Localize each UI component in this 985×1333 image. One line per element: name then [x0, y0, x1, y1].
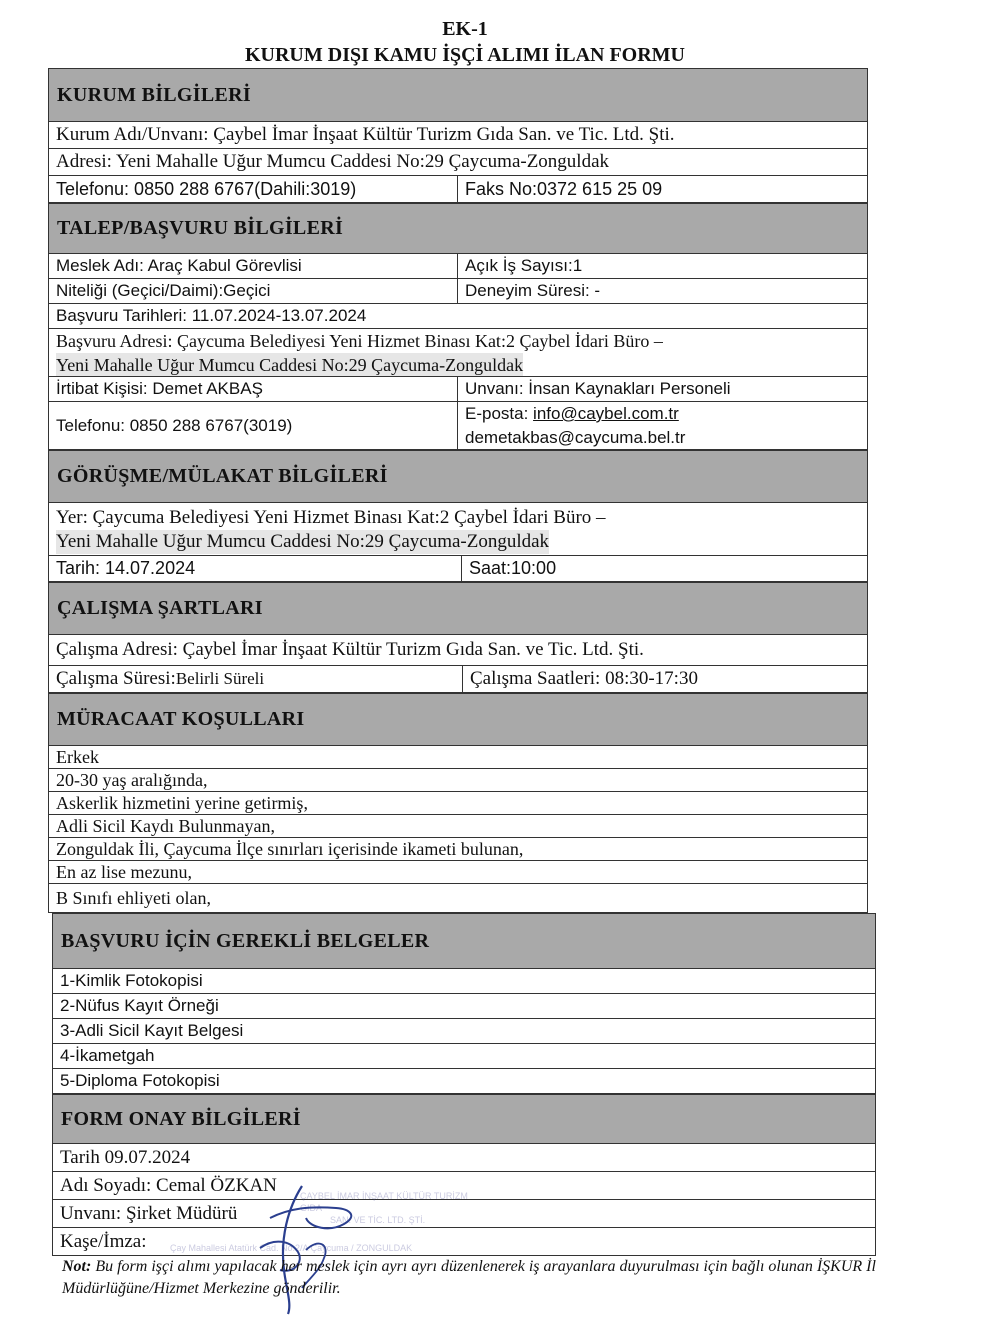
talep-row-4 [48, 329, 868, 377]
document-row [52, 1044, 876, 1069]
document-item: 2-Nüfus Kayıt Örneği [60, 996, 219, 1015]
application-address [49, 329, 867, 376]
profession: Meslek Adı: Araç Kabul Görevlisi [56, 256, 302, 275]
kurum-address: Adresi: Yeni Mahalle Uğur Mumcu Caddesi No:29 Çaycuma-Zonguldak [56, 151, 610, 172]
talep-row-3 [48, 304, 868, 329]
gorusme-row-2 [48, 556, 868, 582]
calisma-row-1 [48, 635, 868, 666]
condition-row [48, 884, 868, 913]
interview-date: Tarih: 14.07.2024 [56, 558, 196, 578]
stamp-signature-label: Kaşe/İmza: [60, 1230, 147, 1252]
experience: Deneyim Süresi: - [457, 279, 867, 303]
section-heading-kurum: KURUM BİLGİLERİ [48, 68, 868, 122]
document-item: 1-Kimlik Fotokopisi [60, 971, 203, 990]
kurum-address-row [48, 149, 868, 176]
talep-row-6 [48, 402, 868, 450]
talep-row-2 [48, 279, 868, 304]
contact-phone: Telefonu: 0850 288 6767(3019) [56, 415, 293, 435]
kurum-name-row [48, 122, 868, 149]
kurum-fax: Faks No:0372 615 25 09 [457, 176, 867, 202]
condition-item: Erkek [56, 746, 99, 767]
note-label: Not: [62, 1258, 92, 1275]
contact-title: Unvanı: İnsan Kaynakları Personeli [457, 377, 867, 401]
document-row [52, 1069, 876, 1094]
section-heading-gorusme: GÖRÜŞME/MÜLAKAT BİLGİLERİ [48, 450, 868, 503]
application-address-line2: Yeni Mahalle Uğur Mumcu Caddesi No:29 Çaycuma-Zonguldak [56, 355, 524, 375]
condition-row [48, 838, 868, 861]
talep-row-1 [48, 254, 868, 279]
document-item: 3-Adli Sicil Kayıt Belgesi [60, 1021, 244, 1040]
section-heading-talep: TALEP/BAŞVURU BİLGİLERİ [48, 203, 868, 254]
stamp-line-3: Çay Mahallesi Atatürk Cad. No:2/A Çaycuma / ZONGULDAK [170, 1243, 413, 1253]
email-label: E-posta: [465, 404, 534, 423]
work-duration-value: Belirli Süreli [175, 669, 265, 688]
talep-row-5 [48, 377, 868, 402]
document-row [52, 1019, 876, 1044]
work-address: Çalışma Adresi: Çaybel İmar İnşaat Kültür Turizm Gıda San. ve Tic. Ltd. Şti. [56, 639, 644, 660]
document-item: 4-İkametgah [60, 1046, 155, 1065]
kurum-phone-row [48, 176, 868, 203]
condition-row [48, 792, 868, 815]
condition-item: En az lise mezunu, [56, 861, 192, 882]
condition-row [48, 815, 868, 838]
kurum-phone: Telefonu: 0850 288 6767(Dahili:3019) [56, 178, 357, 199]
condition-item: Adli Sicil Kaydı Bulunmayan, [56, 815, 275, 836]
work-duration [49, 666, 462, 692]
application-address-line1: Başvuru Adresi: Çaycuma Belediyesi Yeni Hizmet Binası Kat:2 Çaybel İdari Büro – [56, 331, 663, 351]
email-link-info[interactable]: info@caybel.com.tr [533, 404, 679, 423]
condition-row [48, 861, 868, 884]
section-heading-calisma: ÇALIŞMA ŞARTLARI [48, 582, 868, 635]
note-text: Bu form işçi alımı yapılacak her meslek için ayrı ayrı düzenlenerek iş arayanlara duyurulması için bağlı olunan İŞKUR İl Müdürlüğüne/Hizmet Merkezine gönderilir. [62, 1258, 876, 1297]
application-dates: Başvuru Tarihleri: 11.07.2024-13.07.2024 [56, 306, 367, 325]
work-duration-label: Çalışma Süresi: [56, 668, 176, 689]
gorusme-row-1 [48, 503, 868, 556]
email-personal: demetakbas@caycuma.bel.tr [465, 428, 686, 447]
section-heading-belgeler: BAŞVURU İÇİN GEREKLİ BELGELER [52, 913, 876, 969]
interview-place-line2: Yeni Mahalle Uğur Mumcu Caddesi No:29 Çaycuma-Zonguldak [56, 531, 550, 552]
kurum-name: Kurum Adı/Unvanı: Çaybel İmar İnşaat Kültür Turizm Gıda San. ve Tic. Ltd. Şti. [56, 124, 675, 145]
interview-time: Saat:10:00 [461, 556, 867, 581]
contact-person: İrtibat Kişisi: Demet AKBAŞ [56, 379, 263, 398]
calisma-row-2 [48, 666, 868, 693]
condition-item: 20-30 yaş aralığında, [56, 769, 208, 790]
form-title: KURUM DIŞI KAMU İŞÇİ ALIMI İLAN FORMU [244, 44, 686, 66]
document-item: 5-Diploma Fotokopisi [60, 1071, 220, 1090]
condition-item: Zonguldak İli, Çaycuma İlçe sınırları içerisinde ikameti bulunan, [56, 838, 524, 859]
stamp-line-1: ÇAYBEL İMAR İNŞAAT KÜLTÜR TURİZM GIDA [300, 1191, 468, 1213]
condition-item: Askerlik hizmetini yerine getirmiş, [56, 792, 308, 813]
approver-title: Unvanı: Şirket Müdürü [60, 1202, 238, 1224]
section-heading-onay: FORM ONAY BİLGİLERİ [52, 1094, 876, 1144]
condition-row [48, 746, 868, 769]
approval-row [52, 1144, 876, 1172]
document-row [52, 994, 876, 1019]
form-code: EK-1 [442, 18, 488, 40]
contact-emails [457, 402, 867, 449]
document-row [52, 969, 876, 994]
approver-name: Adı Soyadı: Cemal ÖZKAN [60, 1174, 277, 1196]
work-hours: Çalışma Saatleri: 08:30-17:30 [462, 666, 867, 692]
condition-item: B Sınıfı ehliyeti olan, [56, 887, 211, 908]
stamp-line-2: SAN. VE TİC. LTD. ŞTİ. [330, 1215, 426, 1225]
open-positions: Açık İş Sayısı:1 [457, 254, 867, 278]
approval-date: Tarih 09.07.2024 [60, 1146, 191, 1168]
interview-place-line1: Yer: Çaycuma Belediyesi Yeni Hizmet Binası Kat:2 Çaybel İdari Büro – [56, 507, 606, 528]
section-heading-muracaat: MÜRACAAT KOŞULLARI [48, 693, 868, 746]
condition-row [48, 769, 868, 792]
footer-note [62, 1256, 902, 1300]
interview-place [49, 503, 867, 555]
job-nature: Niteliği (Geçici/Daimi):Geçici [56, 281, 271, 300]
